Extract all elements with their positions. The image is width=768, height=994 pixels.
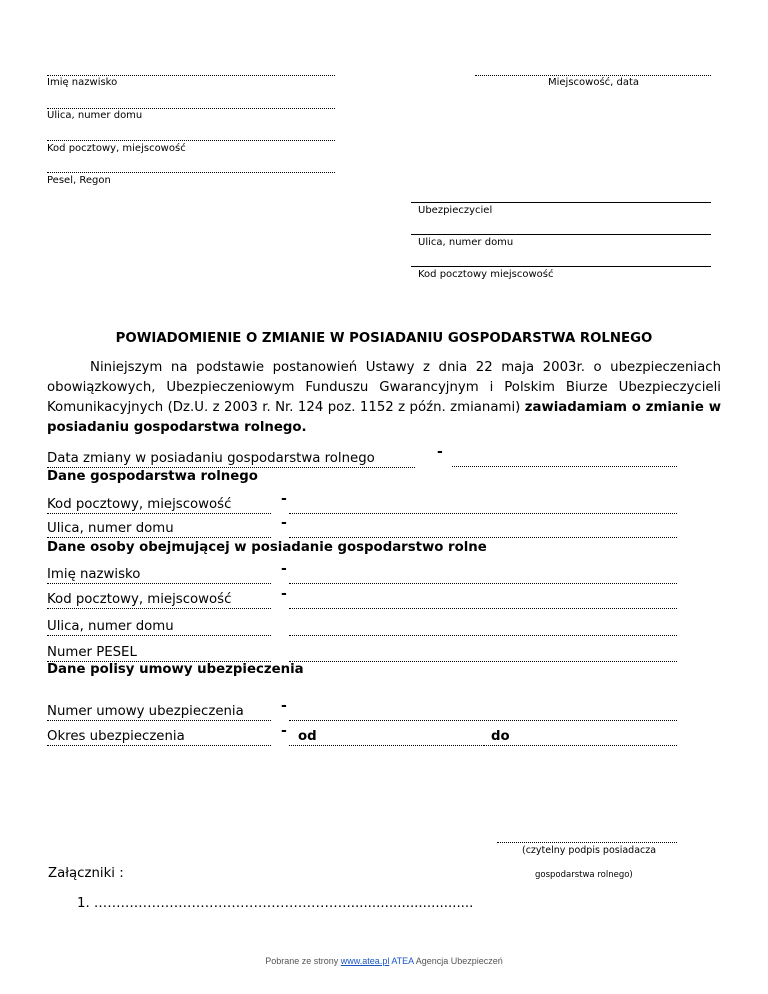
new-owner-street-field[interactable]: [289, 635, 677, 636]
sender-name-label: Imię nazwisko: [47, 77, 118, 88]
new-owner-postal-label: Kod pocztowy, miejscowość: [47, 592, 271, 609]
insurer-postal-line: [411, 266, 711, 267]
farm-street-field[interactable]: [289, 537, 677, 538]
intro-paragraph: [47, 358, 721, 438]
farm-postal-dash: -: [281, 491, 287, 507]
change-date-dash: -: [437, 444, 443, 460]
intro-bold-text: zawiadamiam o zmianie w posiadaniu gospodarstwa rolnego.: [47, 400, 721, 435]
farm-street-label: Ulica, numer domu: [47, 521, 271, 538]
new-owner-street-label: Ulica, numer domu: [47, 619, 271, 636]
sender-name-line: [47, 75, 335, 76]
change-date-field[interactable]: [452, 466, 677, 467]
insurer-postal-label: Kod pocztowy miejscowość: [418, 269, 554, 280]
policy-heading: Dane polisy umowy ubezpieczenia: [47, 662, 304, 677]
policy-to-label: do: [491, 729, 510, 744]
new-owner-name-label: Imię nazwisko: [47, 567, 271, 584]
footer-brand: ATEA: [391, 956, 414, 966]
footer-suffix: Agencja Ubezpieczeń: [415, 956, 503, 966]
place-date-line: [475, 75, 711, 76]
signature-line[interactable]: [497, 842, 677, 843]
footer-link[interactable]: www.atea.pl: [340, 956, 390, 966]
policy-from-field[interactable]: [289, 745, 484, 746]
policy-period-label: Okres ubezpieczenia: [47, 729, 271, 746]
sender-postal-label: Kod pocztowy, miejscowość: [47, 143, 186, 154]
sender-street-line: [47, 108, 335, 109]
signature-caption-1: (czytelny podpis posiadacza: [522, 845, 657, 856]
sender-pesel-line: [47, 172, 335, 173]
footer: [0, 956, 768, 966]
sender-postal-line: [47, 140, 335, 141]
policy-number-field[interactable]: [289, 720, 677, 721]
footer-prefix: Pobrane ze strony: [265, 956, 339, 966]
attachments-label: Załączniki :: [48, 866, 124, 881]
farm-heading: Dane gospodarstwa rolnego: [47, 469, 258, 484]
policy-number-dash: -: [281, 698, 287, 714]
new-owner-postal-field[interactable]: [289, 608, 677, 609]
signature-caption-2: gospodarstwa rolnego): [535, 870, 633, 880]
sender-pesel-label: Pesel, Regon: [47, 175, 111, 186]
policy-number-label: Numer umowy ubezpieczenia: [47, 704, 271, 721]
place-date-label: Miejscowość, data: [548, 77, 640, 88]
new-owner-heading: Dane osoby obejmującej w posiadanie gospodarstwo rolne: [47, 540, 487, 555]
new-owner-postal-dash: -: [281, 586, 287, 602]
insurer-name-label: Ubezpieczyciel: [418, 205, 493, 216]
new-owner-pesel-label: Numer PESEL: [47, 645, 271, 662]
sender-street-label: Ulica, numer domu: [47, 110, 143, 121]
new-owner-pesel-field[interactable]: [289, 661, 677, 662]
attachment-item-1: 1. …………………………………………………..............................: [77, 896, 474, 911]
farm-street-dash: -: [281, 515, 287, 531]
new-owner-name-field[interactable]: [289, 583, 677, 584]
change-date-label: Data zmiany w posiadaniu gospodarstwa rolnego: [47, 451, 415, 468]
farm-postal-field[interactable]: [289, 513, 677, 514]
intro-text: Niniejszym na podstawie postanowień Ustawy z dnia 22 maja 2003r. o ubezpieczeniach obowiązkowych, Ubezpieczeniowym Funduszu Gwarancyjnym i Polskim Biurze Ubezpieczycieli Komunikacyjnych (Dz.U. z 2003 r. Nr. 124 poz. 1152 z późn. zmianami): [47, 360, 721, 415]
insurer-street-line: [411, 234, 711, 235]
new-owner-name-dash: -: [281, 561, 287, 577]
policy-period-dash: -: [281, 723, 287, 739]
insurer-name-line: [411, 202, 711, 203]
policy-to-field[interactable]: [484, 745, 677, 746]
document-title: POWIADOMIENIE O ZMIANIE W POSIADANIU GOSPODARSTWA ROLNEGO: [115, 331, 653, 346]
farm-postal-label: Kod pocztowy, miejscowość: [47, 497, 271, 514]
policy-from-label: od: [298, 729, 317, 744]
insurer-street-label: Ulica, numer domu: [418, 237, 514, 248]
